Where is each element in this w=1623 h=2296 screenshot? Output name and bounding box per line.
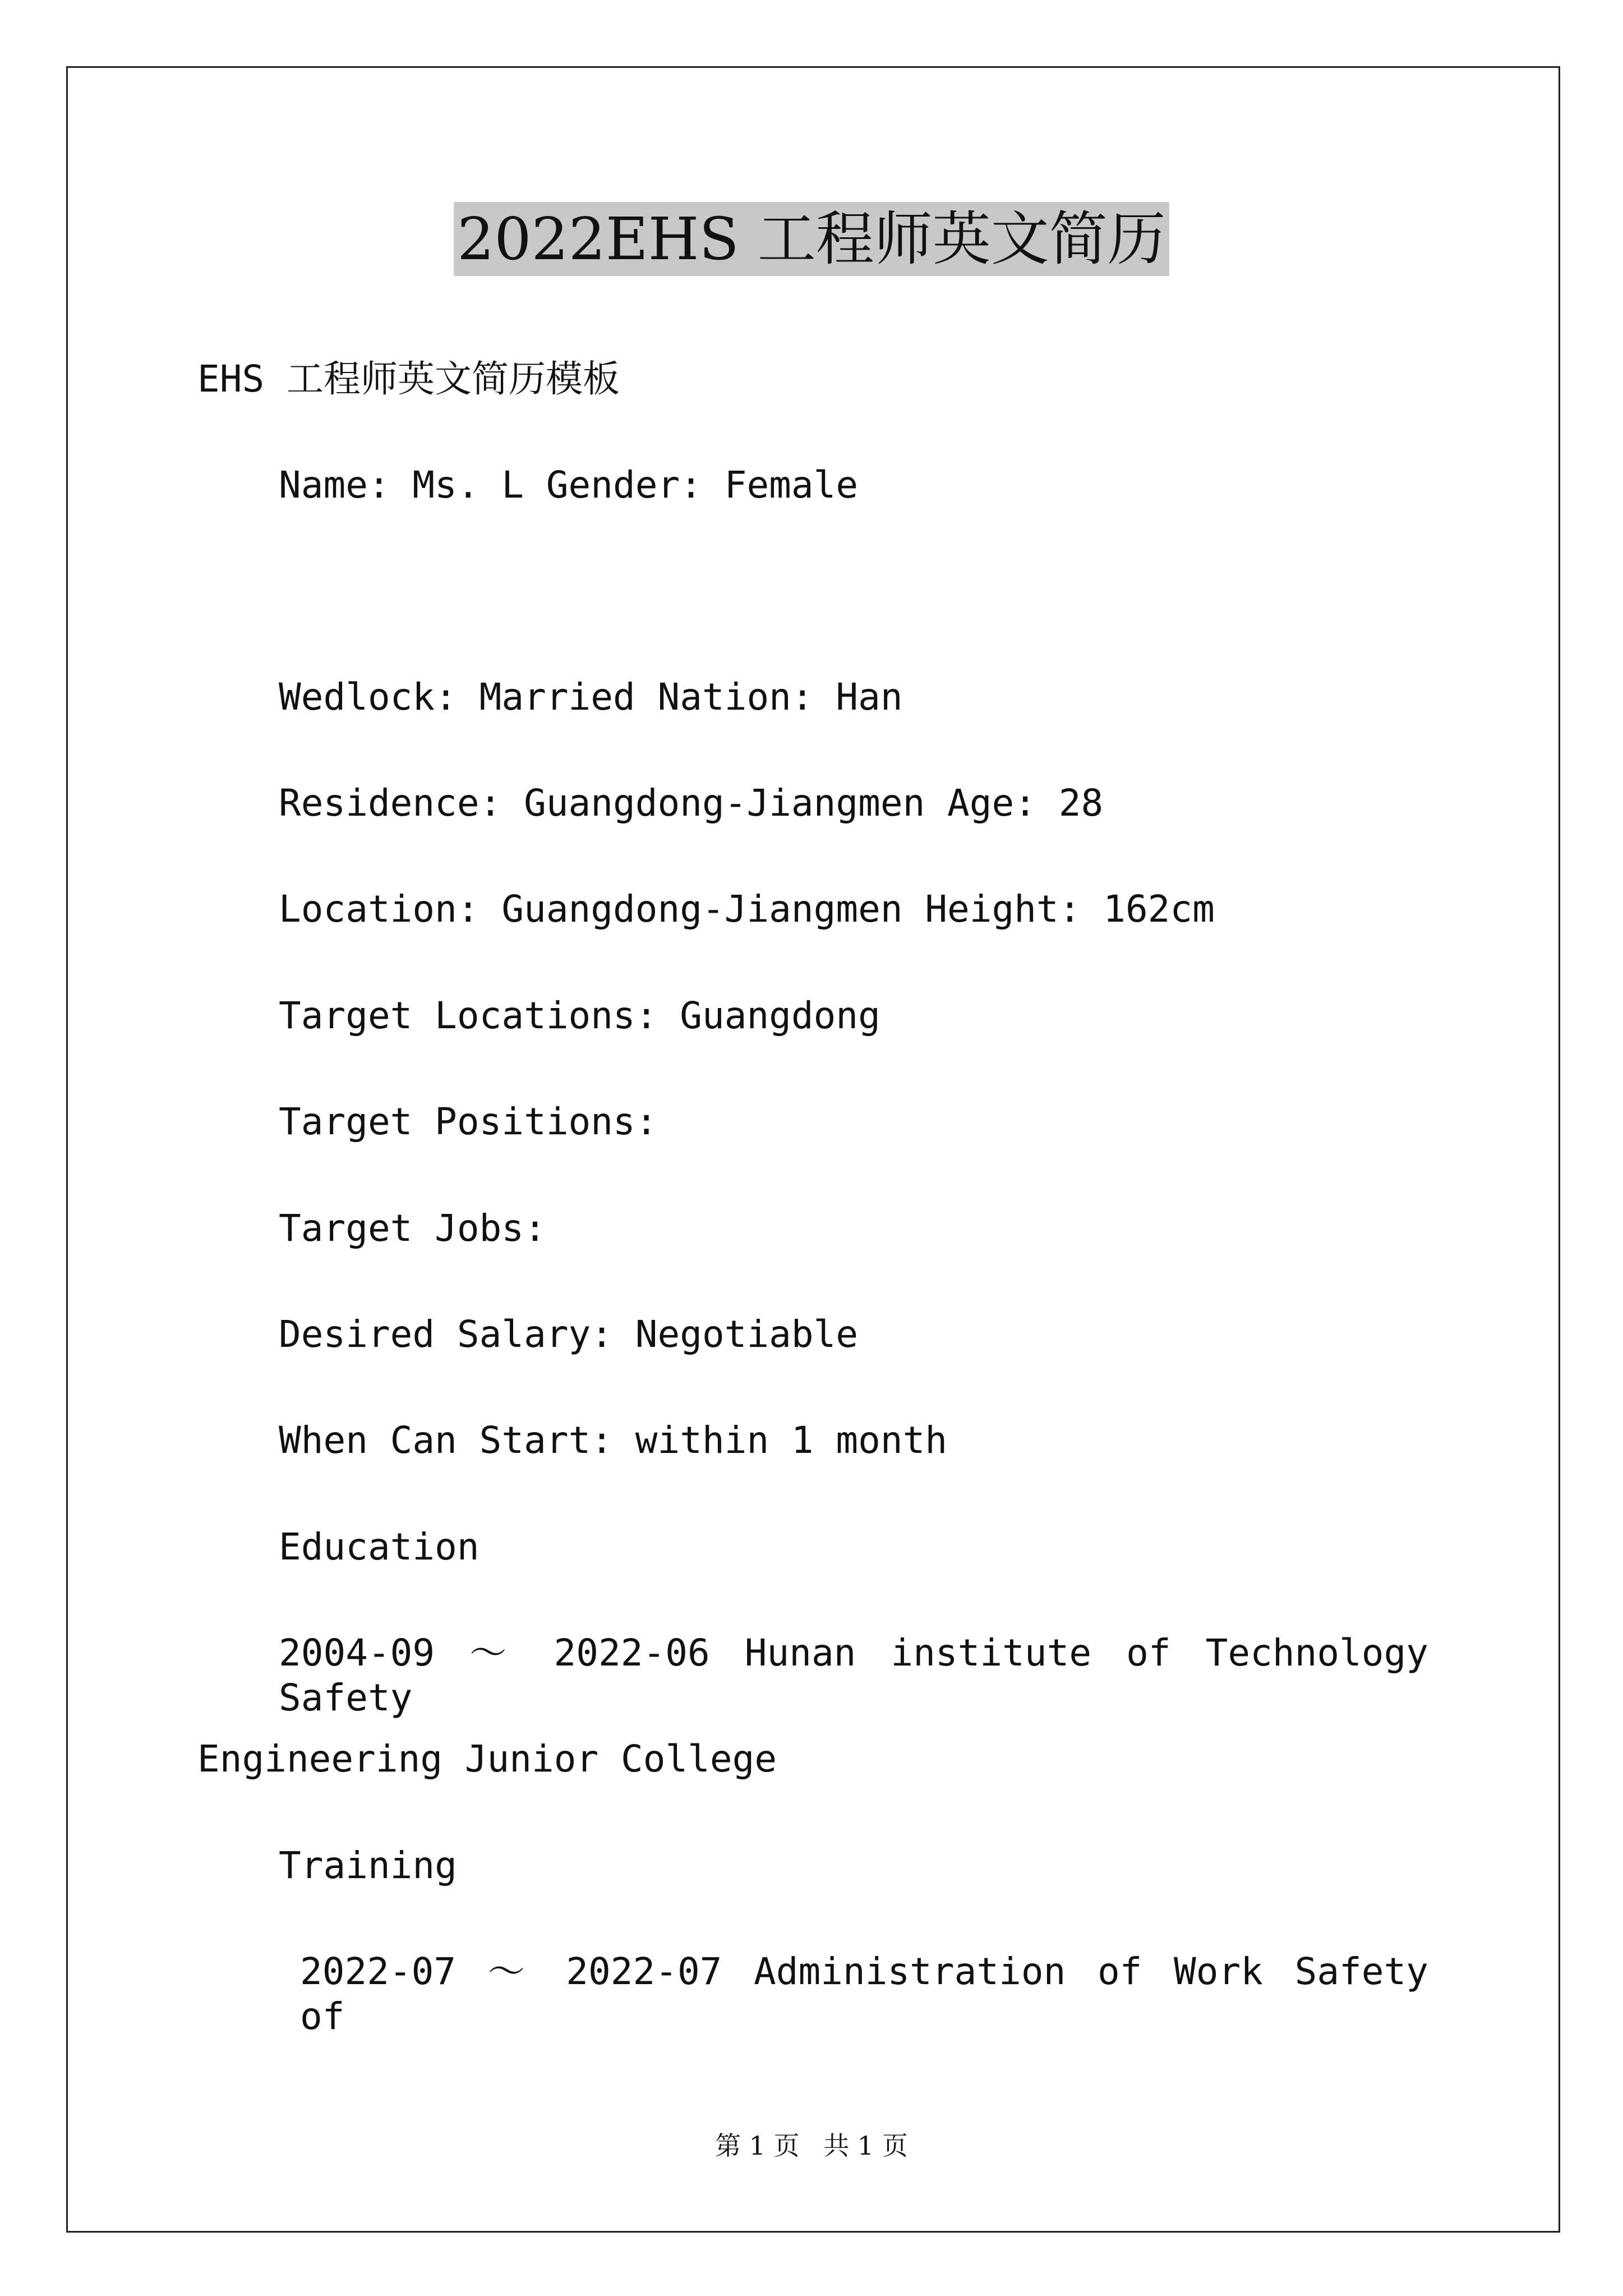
section-heading-education: Education	[279, 1525, 479, 1568]
resume-line-target-jobs: Target Jobs:	[279, 1207, 546, 1250]
education-entry-line-1: 2004-09 ～ 2022-06 Hunan institute of Technology Safety	[279, 1631, 1428, 1719]
page-number-current: 第 1 页	[715, 2131, 800, 2161]
resume-line-residence-age: Residence: Guangdong-Jiangmen Age: 28	[279, 781, 1104, 825]
document-subtitle: EHS 工程师英文简历模板	[197, 357, 620, 401]
page-footer	[0, 2129, 1623, 2162]
resume-line-target-locations: Target Locations: Guangdong	[279, 994, 880, 1037]
resume-line-location-height: Location: Guangdong-Jiangmen Height: 162cm	[279, 887, 1215, 931]
title-container	[0, 202, 1623, 276]
document-title: 2022EHS 工程师英文简历	[454, 202, 1169, 276]
resume-line-wedlock-nation: Wedlock: Married Nation: Han	[279, 675, 903, 719]
resume-line-target-positions: Target Positions:	[279, 1100, 658, 1143]
section-heading-training: Training	[279, 1844, 457, 1887]
resume-line-name-gender: Name: Ms. L Gender: Female	[279, 463, 859, 507]
resume-line-start-time: When Can Start: within 1 month	[279, 1419, 948, 1462]
training-entry-line-1: 2022-07 ～ 2022-07 Administration of Work Safety of	[300, 1950, 1428, 2038]
page-number-total: 共 1 页	[823, 2131, 908, 2161]
education-entry-line-2: Engineering Junior College	[197, 1737, 777, 1780]
resume-line-desired-salary: Desired Salary: Negotiable	[279, 1313, 859, 1356]
